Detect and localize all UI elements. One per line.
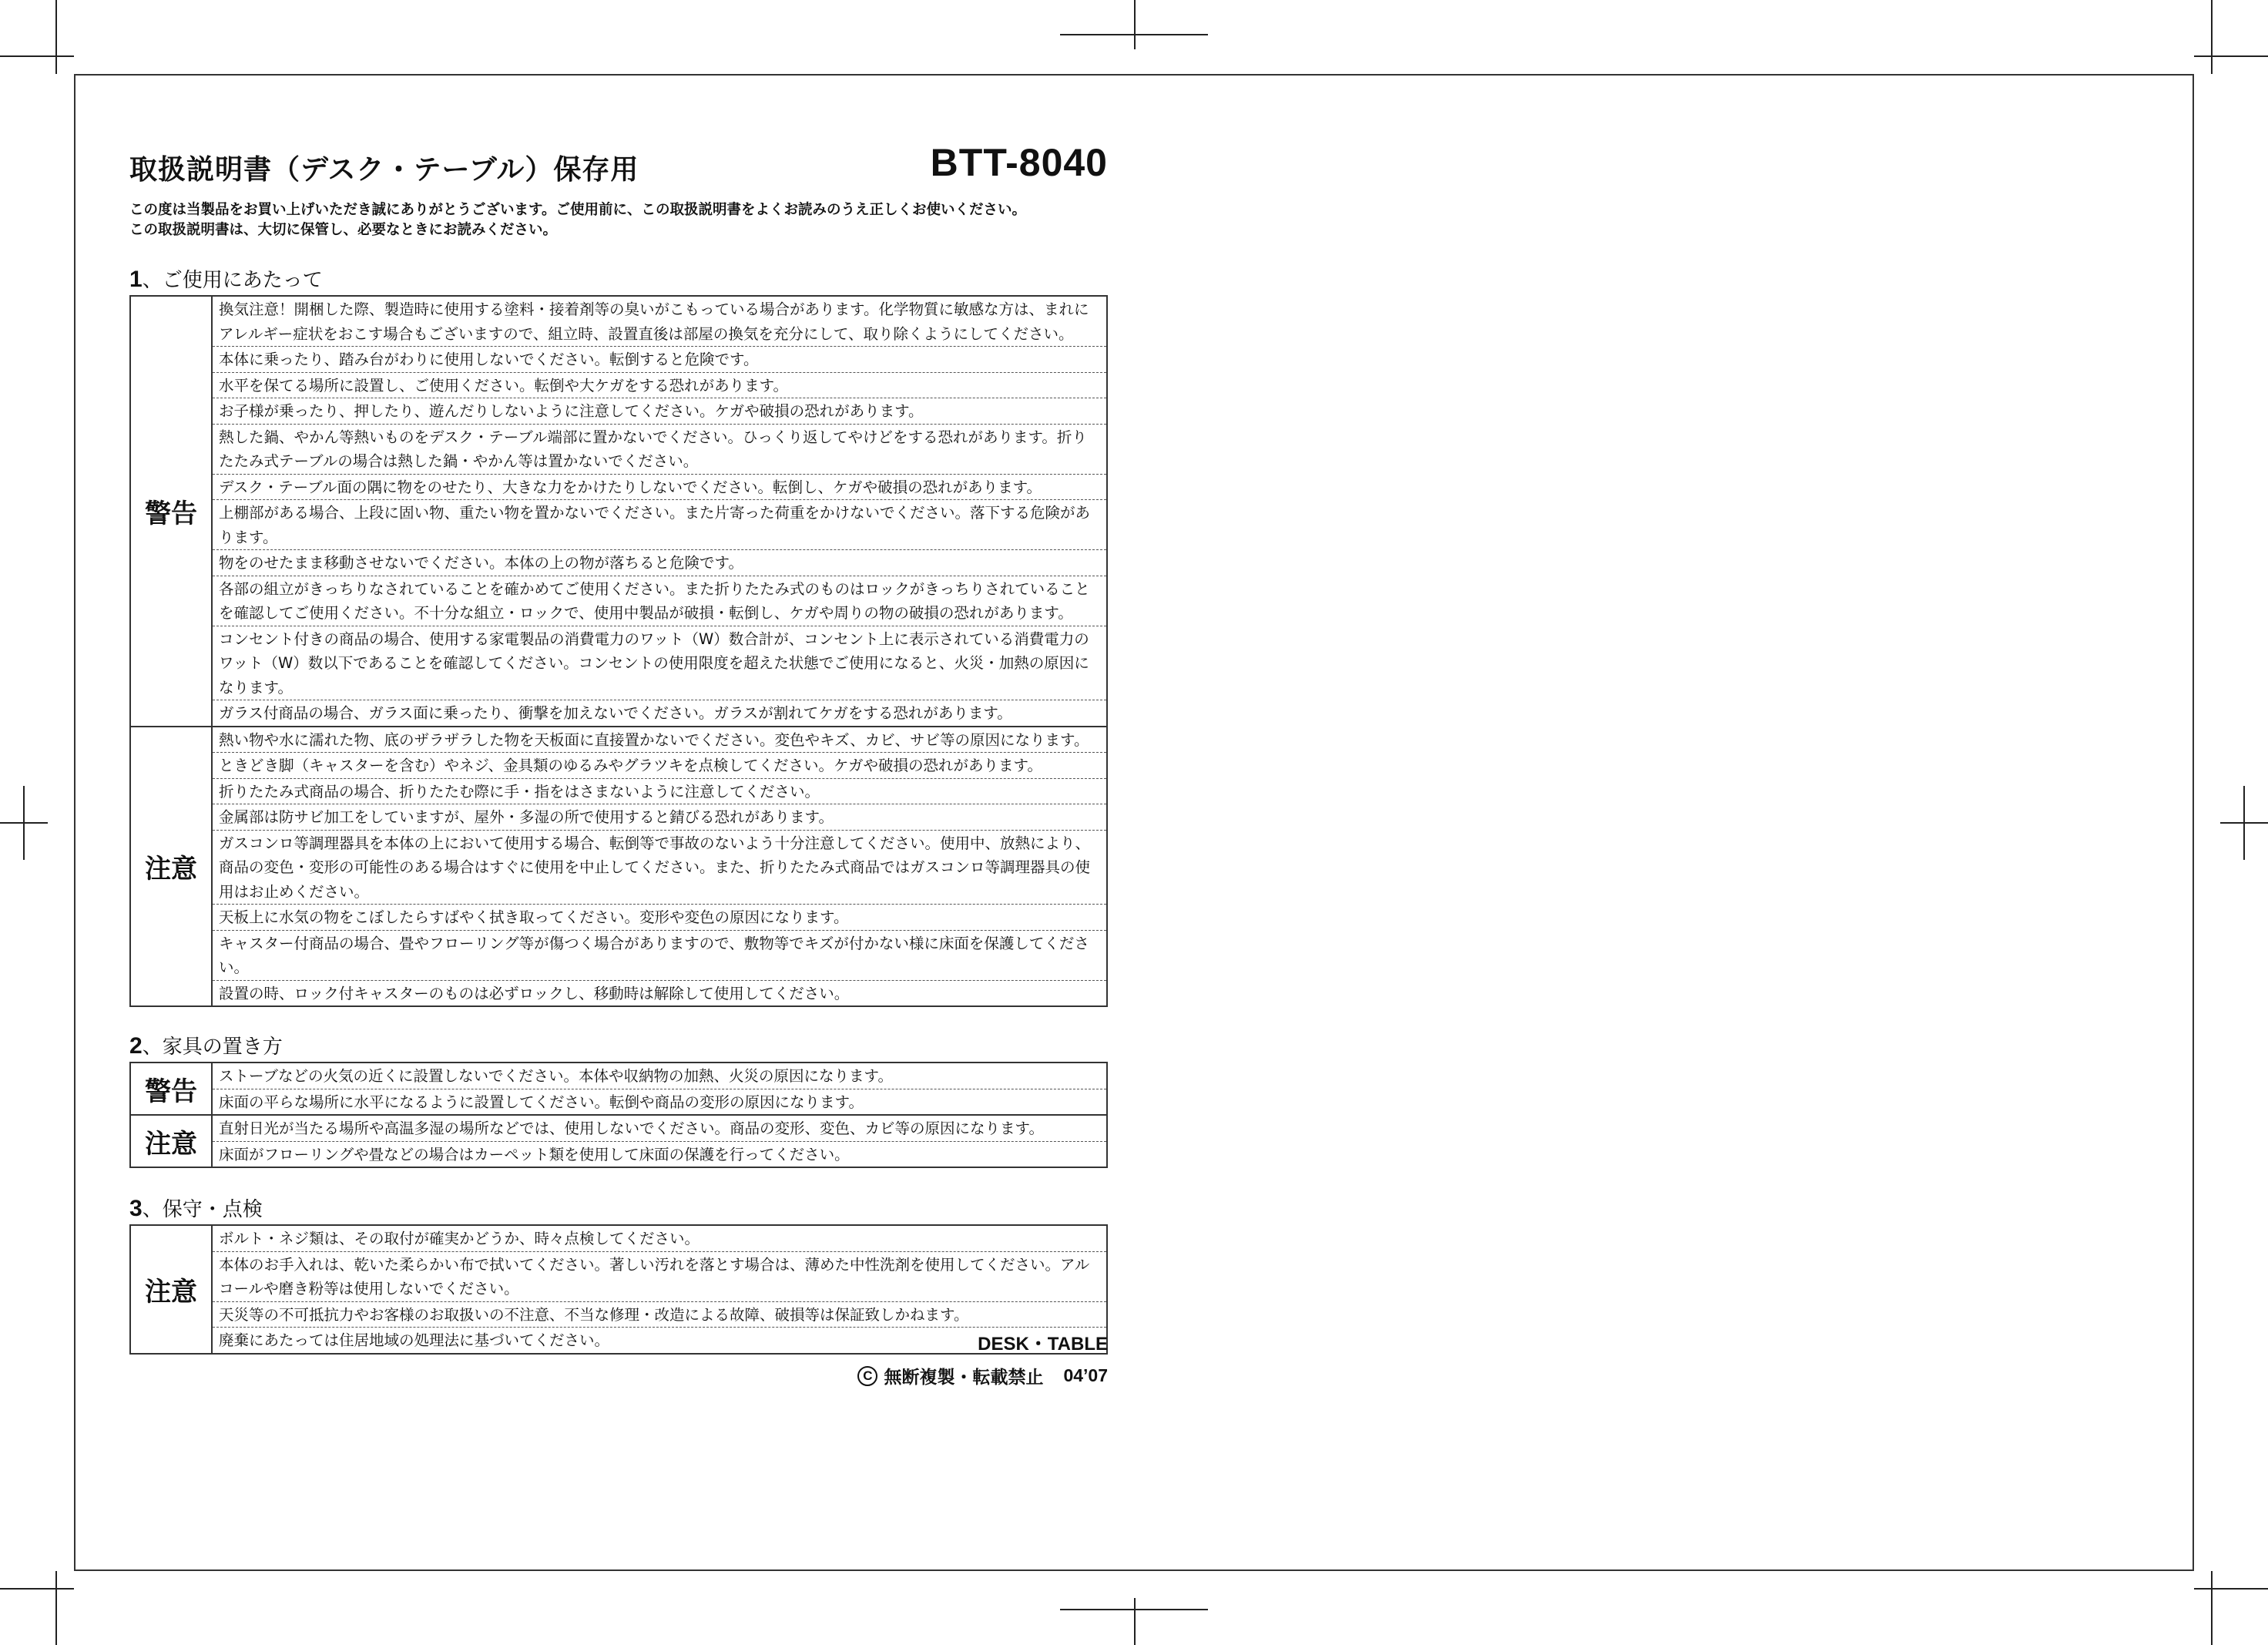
- notice-item: 折りたたみ式商品の場合、折りたたむ際に手・指をはさまないように注意してください。: [213, 779, 1106, 805]
- notice-item: 金属部は防サビ加工をしていますが、屋外・多湿の所で使用すると錆びる恐れがあります。: [213, 804, 1106, 831]
- section-number: 2: [129, 1033, 143, 1059]
- notice-item: 廃棄にあたっては住居地域の処理法に基づいてください。: [219, 1331, 610, 1349]
- notice-item: 直射日光が当たる場所や高温多湿の場所などでは、使用しないでください。商品の変形、変色、カビ等の原因になります。: [213, 1116, 1106, 1142]
- notice-item: 本体に乗ったり、踏み台がわりに使用しないでください。転倒すると危険です。: [213, 347, 1106, 373]
- notice-table: [129, 295, 1108, 727]
- notice-item: 上棚部がある場合、上段に固い物、重たい物を置かないでください。また片寄った荷重をかけないでください。落下する危険があります。: [213, 500, 1106, 550]
- notice-item: コンセント付きの商品の場合、使用する家電製品の消費電力のワット（W）数合計が、コンセント上に表示されている消費電力のワット（W）数以下であることを確認してください。コンセントの使用限度を超えた状態でご使用になると、火災・加熱の原因になります。: [213, 626, 1106, 701]
- intro-text: [129, 200, 1108, 240]
- caution-label: 注意: [131, 1226, 213, 1353]
- notice-table: [129, 1116, 1108, 1168]
- warning-label: 警告: [131, 1063, 213, 1114]
- notice-item: 熱い物や水に濡れた物、底のザラザラした物を天板面に直接置かないでください。変色やキズ、カビ、サビ等の原因になります。: [213, 727, 1106, 754]
- notice-table: [129, 1062, 1108, 1116]
- notice-item: デスク・テーブル面の隅に物をのせたり、大きな力をかけたりしないでください。転倒し、ケガや破損の恐れがあります。: [213, 475, 1106, 501]
- section-title: 、ご使用にあたって: [142, 269, 323, 292]
- section-title: 、保守・点検: [142, 1198, 263, 1221]
- copyright-circle-icon: C: [857, 1366, 877, 1386]
- notice-item: 床面の平らな場所に水平になるように設置してください。転倒や商品の変形の原因になります。: [219, 1093, 864, 1111]
- notice-item: ボルト・ネジ類は、その取付が確実かどうか、時々点検してください。: [213, 1226, 1106, 1252]
- notice-items: [213, 727, 1106, 1006]
- footer: [857, 1328, 1108, 1388]
- footer-product-label: DESK・TABLE: [978, 1334, 1108, 1355]
- notice-item: ときどき脚（キャスターを含む）やネジ、金具類のゆるみやグラツキを点検してください。ケガや破損の恐れがあります。: [213, 753, 1106, 779]
- section-heading: [129, 267, 1108, 294]
- model-number: BTT-8040: [930, 141, 1108, 184]
- notice-item: 水平を保てる場所に設置し、ご使用ください。転倒や大ケガをする恐れがあります。: [213, 373, 1106, 399]
- notice-item: キャスター付商品の場合、畳やフローリング等が傷つく場合がありますので、敷物等でキズが付かない様に床面を保護してください。: [213, 931, 1106, 981]
- document-title: 取扱説明書（デスク・テーブル）保存用: [129, 154, 639, 186]
- notice-item: 床面がフローリングや畳などの場合はカーペット類を使用して床面の保護を行ってください。: [219, 1145, 850, 1163]
- intro-line: この取扱説明書は、大切に保管し、必要なときにお読みください。: [129, 222, 558, 238]
- notice-items: [213, 1116, 1106, 1167]
- notice-item: ガスコンロ等調理器具を本体の上において使用する場合、転倒等で事故のないよう十分注意してください。使用中、放熱により、商品の変色・変形の可能性のある場合はすぐに使用を中止してください。また、折りたたみ式商品ではガスコンロ等調理器具の使用はお止めください。: [213, 831, 1106, 905]
- notice-item: 熱した鍋、やかん等熱いものをデスク・テーブル端部に置かないでください。ひっくり返してやけどをする恐れがあります。折りたたみ式テーブルの場合は熱した鍋・やかん等は置かないでください。: [213, 425, 1106, 475]
- intro-line: この度は当製品をお買い上げいただき誠にありがとうございます。ご使用前に、この取扱説明書をよくお読みのうえ正しくお使いください。: [129, 202, 1027, 218]
- notice-item: 設置の時、ロック付キャスターのものは必ずロックし、移動時は解除して使用してください。: [219, 984, 850, 1002]
- notice-item: お子様が乗ったり、押したり、遊んだりしないように注意してください。ケガや破損の恐れがあります。: [213, 398, 1106, 425]
- sections: [129, 267, 1108, 1355]
- notice-item: 物をのせたまま移動させないでください。本体の上の物が落ちると危険です。: [213, 550, 1106, 576]
- section-heading: [129, 1196, 1108, 1223]
- revision-date: 04’07: [1063, 1365, 1108, 1385]
- warning-label: 警告: [131, 297, 213, 726]
- notice-items: [213, 1063, 1106, 1114]
- instruction-sheet: [129, 139, 1108, 1355]
- section-number: 3: [129, 1196, 143, 1221]
- section-heading: [129, 1033, 1108, 1060]
- notice-item: ストーブなどの火気の近くに設置しないでください。本体や収納物の加熱、火災の原因になります。: [213, 1063, 1106, 1089]
- notice-item: 各部の組立がきっちりなされていることを確かめてご使用ください。また折りたたみ式のものはロックがきっちりされていることを確認してご使用ください。不十分な組立・ロックで、使用中製品が破損・転倒し、ケガや周りの物の破損の恐れがあります。: [213, 576, 1106, 626]
- notice-item: 換気注意！開梱した際、製造時に使用する塗料・接着剤等の臭いがこもっている場合があります。化学物質に敏感な方は、まれにアレルギー症状をおこす場合もございますので、組立時、設置直後は部屋の換気を充分にして、取り除くようにしてください。: [213, 297, 1106, 347]
- caution-label: 注意: [131, 727, 213, 1006]
- notice-item: ガラス付商品の場合、ガラス面に乗ったり、衝撃を加えないでください。ガラスが割れてケガをする恐れがあります。: [219, 704, 1012, 722]
- notice-items: [213, 297, 1106, 726]
- notice-item: 天災等の不可抵抗力やお客様のお取扱いの不注意、不当な修理・改造による故障、破損等は保証致しかねます。: [213, 1302, 1106, 1328]
- section-title: 、家具の置き方: [142, 1036, 283, 1059]
- caution-label: 注意: [131, 1116, 213, 1167]
- notice-table: [129, 727, 1108, 1008]
- copyright-notice: 無断複製・転載禁止: [884, 1368, 1044, 1388]
- notice-item: 本体のお手入れは、乾いた柔らかい布で拭いてください。著しい汚れを落とす場合は、薄めた中性洗剤を使用してください。アルコールや磨き粉等は使用しないでください。: [213, 1252, 1106, 1302]
- copyright-line: [857, 1363, 1108, 1388]
- section-number: 1: [129, 267, 143, 292]
- notice-item: 天板上に水気の物をこぼしたらすばやく拭き取ってください。変形や変色の原因になります。: [213, 905, 1106, 931]
- document-header: [129, 139, 1108, 193]
